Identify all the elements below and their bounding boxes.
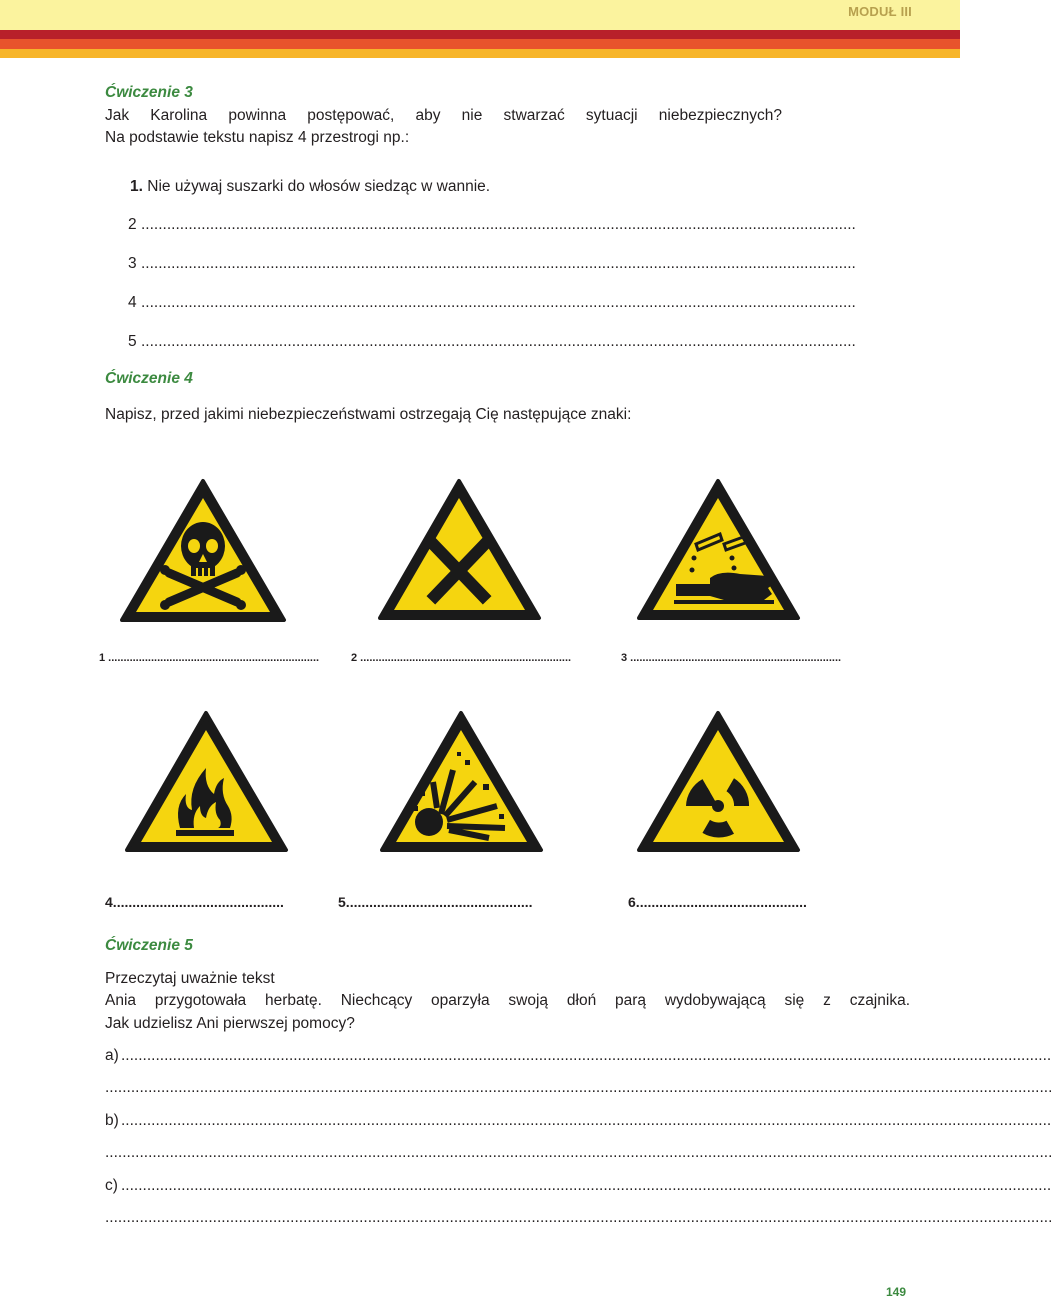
exercise-3-item-4-number: 4: [128, 294, 137, 311]
header-stripe-red: [0, 30, 960, 39]
flammable-icon: [124, 710, 289, 853]
module-label: MODUŁ III: [848, 4, 912, 19]
exercise-3-title: Ćwiczenie 3: [105, 84, 193, 101]
header-stripe-orange: [0, 39, 960, 49]
sign-answer-6[interactable]: 6............................................: [628, 894, 807, 910]
exercise-3-item-1: [130, 178, 490, 196]
answer-line[interactable]: ......................................................................................................................................................................: [141, 294, 856, 311]
exercise-3-item-5-number: 5: [128, 333, 137, 350]
answer-line[interactable]: ........................................................................................................................................................................................................................: [121, 1047, 1052, 1064]
sign-answer-1[interactable]: 1 .....................................................................: [99, 652, 320, 664]
exercise-4-title: Ćwiczenie 4: [105, 370, 193, 387]
corrosive-icon: [636, 478, 801, 621]
page-number: 149: [886, 1285, 907, 1299]
header-band: [0, 0, 960, 30]
exercise-3-item-3-number: 3: [128, 255, 137, 272]
exercise-5-question: Jak udzielisz Ani pierwszej pomocy?: [105, 1015, 355, 1032]
header-stripe-yellow: [0, 49, 960, 58]
answer-line[interactable]: ......................................................................................................................................................................: [141, 216, 856, 233]
exercise-5-instruction: Przeczytaj uważnie tekst: [105, 970, 275, 987]
exercise-3-instruction: Na podstawie tekstu napisz 4 przestrogi np.:: [105, 129, 410, 146]
harmful-x-icon: [377, 478, 542, 621]
answer-line[interactable]: ............................................................................................................................................................................................................................: [105, 1144, 1052, 1161]
exercise-5-story: Ania przygotowała herbatę. Niechcący oparzyła swoją dłoń parą wydobywającą się z czajnika.: [105, 992, 910, 1009]
exercise-3-question: Jak Karolina powinna postępować, aby nie stwarzać sytuacji niebezpiecznych?: [105, 107, 782, 124]
exercise-4-instruction: Napisz, przed jakimi niebezpieczeństwami ostrzegają Cię następujące znaki:: [105, 406, 632, 423]
answer-line[interactable]: ............................................................................................................................................................................................................................: [105, 1209, 1052, 1226]
answer-line[interactable]: ......................................................................................................................................................................: [141, 333, 856, 350]
exercise-3-item-2-number: 2: [128, 216, 137, 233]
radioactive-icon: [636, 710, 801, 853]
sign-answer-2[interactable]: 2 .....................................................................: [351, 652, 572, 664]
skull-crossbones-icon: [119, 478, 287, 623]
answer-b-label: b): [105, 1112, 119, 1129]
sign-answer-4[interactable]: 4............................................: [105, 894, 284, 910]
answer-line[interactable]: ........................................................................................................................................................................................................................: [121, 1112, 1052, 1129]
item-1-number: 1.: [130, 178, 143, 195]
explosive-icon: [379, 710, 544, 853]
exercise-5-title: Ćwiczenie 5: [105, 937, 193, 954]
answer-line[interactable]: ........................................................................................................................................................................................................................: [121, 1177, 1052, 1194]
answer-line[interactable]: ......................................................................................................................................................................: [141, 255, 856, 272]
sign-answer-3[interactable]: 3 .....................................................................: [621, 652, 842, 664]
item-1-text: Nie używaj suszarki do włosów siedząc w wannie.: [147, 178, 491, 195]
answer-a-label: a): [105, 1047, 119, 1064]
sign-answer-5[interactable]: 5................................................: [338, 894, 533, 910]
answer-line[interactable]: ............................................................................................................................................................................................................................: [105, 1079, 1052, 1096]
answer-c-label: c): [105, 1177, 118, 1194]
